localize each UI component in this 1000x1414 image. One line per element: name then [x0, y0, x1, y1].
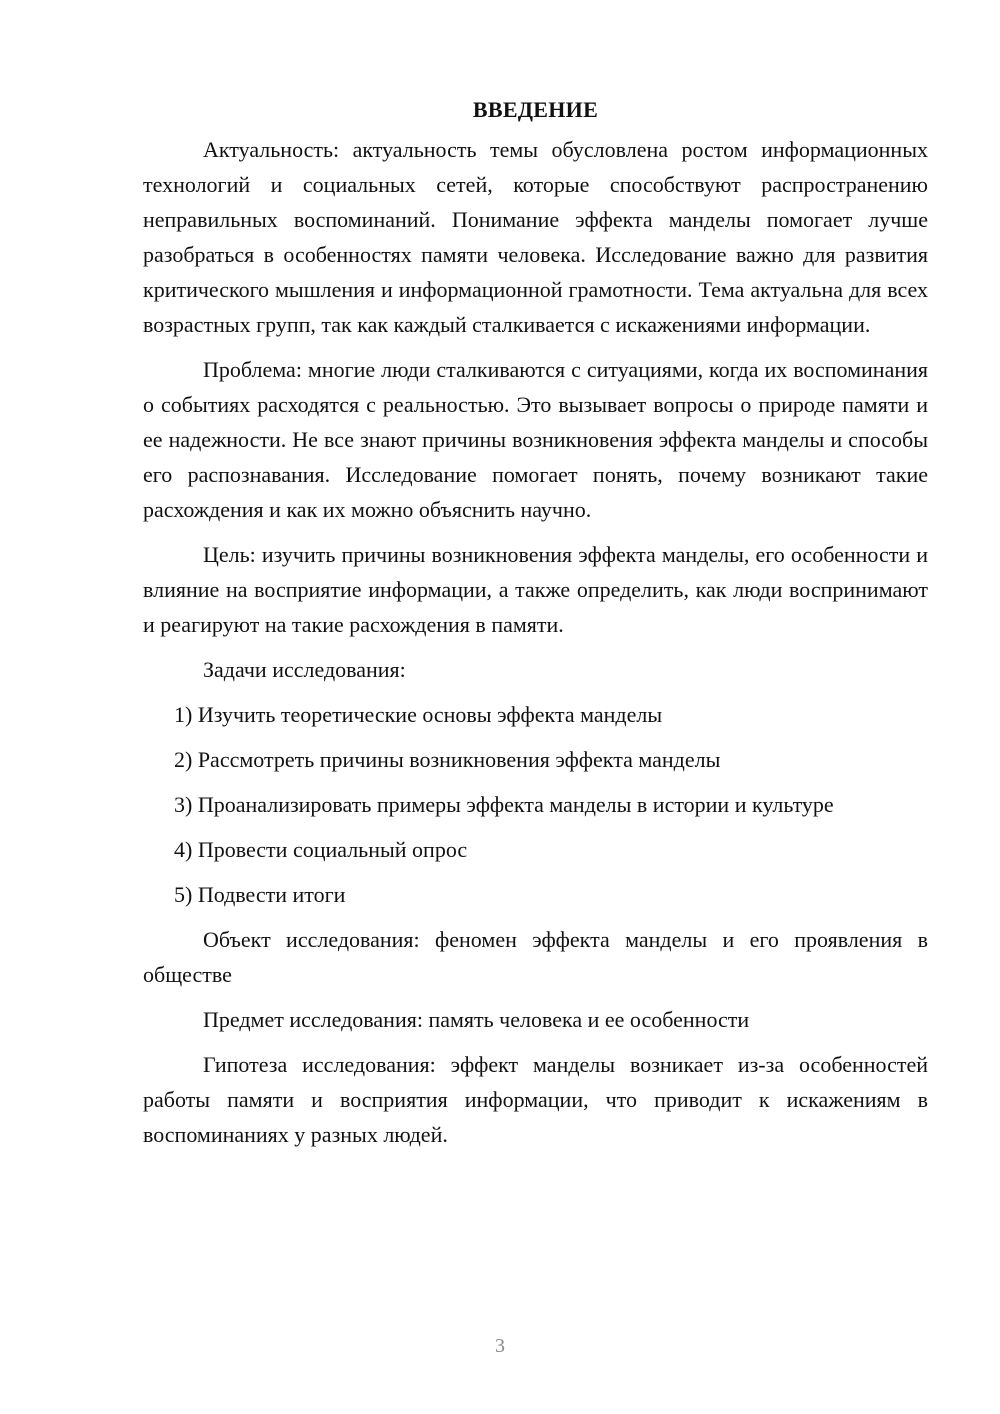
page-title: ВВЕДЕНИЕ — [472, 97, 599, 122]
subject-paragraph: Предмет исследования: память человека и ее особенности — [203, 1007, 750, 1032]
page-number: 3 — [495, 1335, 505, 1357]
list-item: 2) Рассмотреть причины возникновения эффекта манделы — [174, 747, 721, 772]
relevance-paragraph: Актуальность: актуальность темы обусловлена ростом информационных технологий и социальных сетей, которые способствуют распространению неправильных воспоминаний. Понимание эффекта манделы помогает лучше разобраться в особенностях памяти человека. Исследование важно для развития критического мышления и информационной грамотности. Тема актуальна для всех возрастных групп, так как каждый сталкивается с искажениями информации. — [143, 137, 928, 337]
document-page — [143, 92, 928, 1162]
list-item: 4) Провести социальный опрос — [174, 837, 468, 862]
problem-paragraph: Проблема: многие люди сталкиваются с ситуациями, когда их воспоминания о событиях расходятся с реальностью. Это вызывает вопросы о природе памяти и ее надежности. Не все знают причины возникновения эффекта манделы и способы его распознавания. Исследование помогает понять, почему возникают такие расхождения и как их можно объяснить научно. — [143, 357, 928, 522]
hypothesis-paragraph: Гипотеза исследования: эффект манделы возникает из-за особенностей работы памяти и восприятия информации, что приводит к искажениям в воспоминаниях у разных людей. — [143, 1052, 928, 1147]
task-list — [143, 697, 928, 912]
object-paragraph: Объект исследования: феномен эффекта манделы и его проявления в обществе — [143, 927, 928, 987]
list-item: 3) Проанализировать примеры эффекта манделы в истории и культуре — [174, 792, 834, 817]
tasks-heading: Задачи исследования: — [203, 657, 406, 682]
list-item: 5) Подвести итоги — [174, 882, 346, 907]
list-item: 1) Изучить теоретические основы эффекта манделы — [174, 702, 663, 727]
goal-paragraph: Цель: изучить причины возникновения эффекта манделы, его особенности и влияние на восприятие информации, а также определить, как люди воспринимают и реагируют на такие расхождения в памяти. — [143, 542, 928, 637]
